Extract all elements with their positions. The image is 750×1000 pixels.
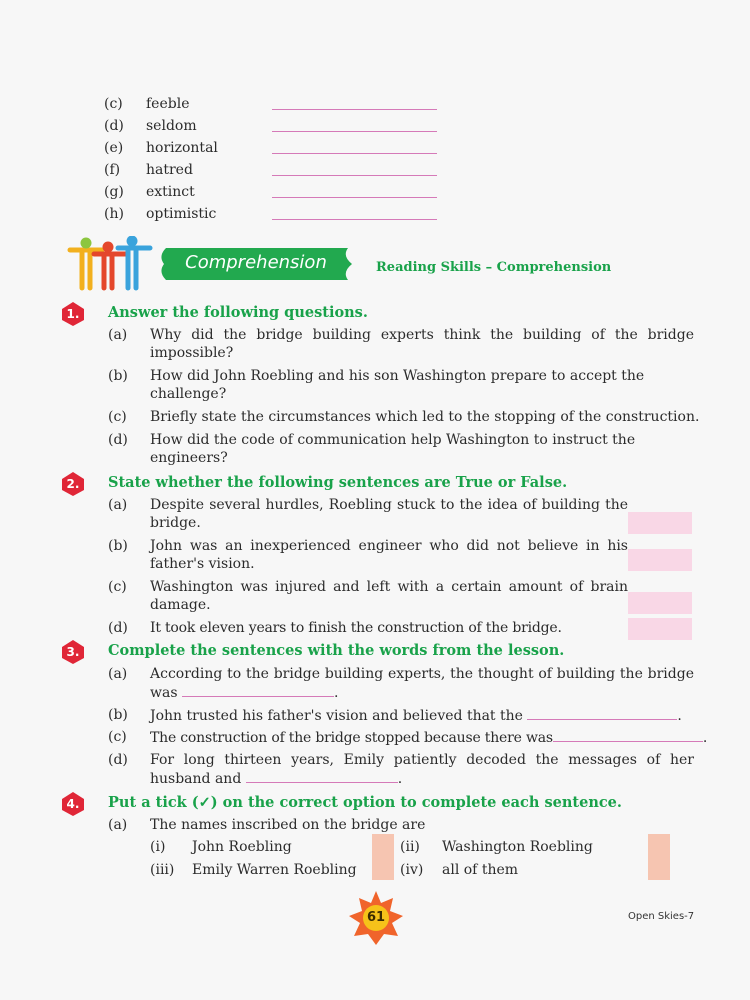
true-false-answer-box[interactable] xyxy=(628,549,692,571)
fill-in-blank[interactable] xyxy=(246,769,398,783)
sentence-body: According to the bridge building experts, the thought of building the bridge was xyxy=(150,666,694,701)
statement-item xyxy=(108,537,628,573)
vocab-word: optimistic xyxy=(146,206,217,222)
true-false-answer-box[interactable] xyxy=(628,618,692,640)
answer-blank[interactable] xyxy=(272,153,437,154)
statement-text: Washington was injured and left with a certain amount of brain damage. xyxy=(150,579,628,613)
statement-label: (b) xyxy=(108,538,128,554)
vocab-word: feeble xyxy=(146,96,190,112)
option-label: (iii) xyxy=(150,862,175,878)
true-false-answer-box[interactable] xyxy=(628,512,692,534)
vocab-word: extinct xyxy=(146,184,195,200)
question-text: The names inscribed on the bridge are xyxy=(150,817,426,833)
answer-blank[interactable] xyxy=(272,197,437,198)
sentence-end: . xyxy=(702,730,708,746)
book-footer: Open Skies-7 xyxy=(628,911,695,922)
sentence-end: . xyxy=(677,708,682,724)
question-text: How did the code of communication help Washington to instruct the engineers? xyxy=(150,432,636,466)
statement-item xyxy=(108,496,628,532)
section-number: 3. xyxy=(66,645,80,659)
answer-blank[interactable] xyxy=(272,175,437,176)
page-number: 61 xyxy=(366,910,386,925)
answer-blank[interactable] xyxy=(272,219,437,220)
comprehension-banner xyxy=(64,236,624,292)
sentence-text xyxy=(150,728,708,747)
fill-in-blank[interactable] xyxy=(527,706,677,720)
section-number: 2. xyxy=(66,477,80,491)
section-number: 4. xyxy=(66,797,80,811)
sentence-label: (b) xyxy=(108,707,128,723)
banner-subtitle: Reading Skills – Comprehension xyxy=(376,260,612,275)
banner-title: Comprehension xyxy=(185,252,327,273)
section-title: Answer the following questions. xyxy=(108,304,368,321)
sentence-item xyxy=(108,751,694,788)
question-item xyxy=(108,326,694,362)
statement-item xyxy=(108,578,628,614)
vocab-label: (e) xyxy=(104,140,124,156)
section-title: Complete the sentences with the words from the lesson. xyxy=(108,642,565,659)
statement-item xyxy=(108,619,628,637)
sentence-text xyxy=(150,751,694,788)
vocab-word: seldom xyxy=(146,118,197,134)
statement-text: John was an inexperienced engineer who did not believe in his father's vision. xyxy=(150,538,628,572)
answer-blank[interactable] xyxy=(272,131,437,132)
vocab-label: (d) xyxy=(104,118,124,134)
statement-label: (d) xyxy=(108,620,128,636)
question-item xyxy=(108,431,694,467)
section-number: 1. xyxy=(66,307,80,321)
sentence-item xyxy=(108,728,708,747)
question-label: (d) xyxy=(108,432,128,448)
statement-text: It took eleven years to finish the construction of the bridge. xyxy=(150,620,562,636)
vocab-label: (c) xyxy=(104,96,123,112)
option-text: Washington Roebling xyxy=(442,839,593,855)
question-label: (c) xyxy=(108,409,127,425)
sentence-body: For long thirteen years, Emily patiently decoded the messages of her husband and xyxy=(150,752,694,787)
answer-blank[interactable] xyxy=(272,109,437,110)
statement-label: (c) xyxy=(108,579,127,595)
vocab-word: hatred xyxy=(146,162,193,178)
option-label: (i) xyxy=(150,839,166,855)
vocab-label: (f) xyxy=(104,162,121,178)
option-label: (iv) xyxy=(400,862,424,878)
tick-box[interactable] xyxy=(648,834,670,880)
option-text: all of them xyxy=(442,862,519,878)
sentence-body: The construction of the bridge stopped because there was xyxy=(150,730,553,746)
sentence-label: (c) xyxy=(108,729,127,745)
question-item xyxy=(108,816,694,834)
statement-text: Despite several hurdles, Roebling stuck to the idea of building the bridge. xyxy=(150,497,628,531)
sentence-label: (d) xyxy=(108,752,128,768)
sentence-item xyxy=(108,665,694,702)
fill-in-blank[interactable] xyxy=(553,728,703,742)
section-title: State whether the following sentences are True or False. xyxy=(108,474,568,491)
question-text: Briefly state the circumstances which led to the stopping of the construction. xyxy=(150,409,700,425)
sentence-body: John trusted his father's vision and believed that the xyxy=(150,708,523,724)
sentence-text xyxy=(150,665,694,702)
option-text: Emily Warren Roebling xyxy=(192,862,357,878)
sentence-label: (a) xyxy=(108,666,128,682)
sentence-text xyxy=(150,706,694,725)
vocab-label: (h) xyxy=(104,206,124,222)
question-text: How did John Roebling and his son Washington prepare to accept the challenge? xyxy=(150,368,645,402)
children-group-icon xyxy=(64,236,154,292)
statement-label: (a) xyxy=(108,497,128,513)
sentence-item xyxy=(108,706,694,725)
option-text: John Roebling xyxy=(192,839,292,855)
question-label: (a) xyxy=(108,817,128,833)
question-item xyxy=(108,408,700,426)
option-label: (ii) xyxy=(400,839,420,855)
vocab-word: horizontal xyxy=(146,140,218,156)
tick-box[interactable] xyxy=(372,834,394,880)
vocab-label: (g) xyxy=(104,184,124,200)
true-false-answer-box[interactable] xyxy=(628,592,692,614)
question-label: (a) xyxy=(108,327,128,343)
question-text: Why did the bridge building experts think the building of the bridge impossible? xyxy=(150,327,694,361)
fill-in-blank[interactable] xyxy=(182,683,334,697)
section-title: Put a tick (✓) on the correct option to complete each sentence. xyxy=(108,794,622,811)
question-label: (b) xyxy=(108,368,128,384)
sentence-end: . xyxy=(333,685,339,701)
question-item xyxy=(108,367,694,403)
sentence-end: . xyxy=(397,771,403,787)
